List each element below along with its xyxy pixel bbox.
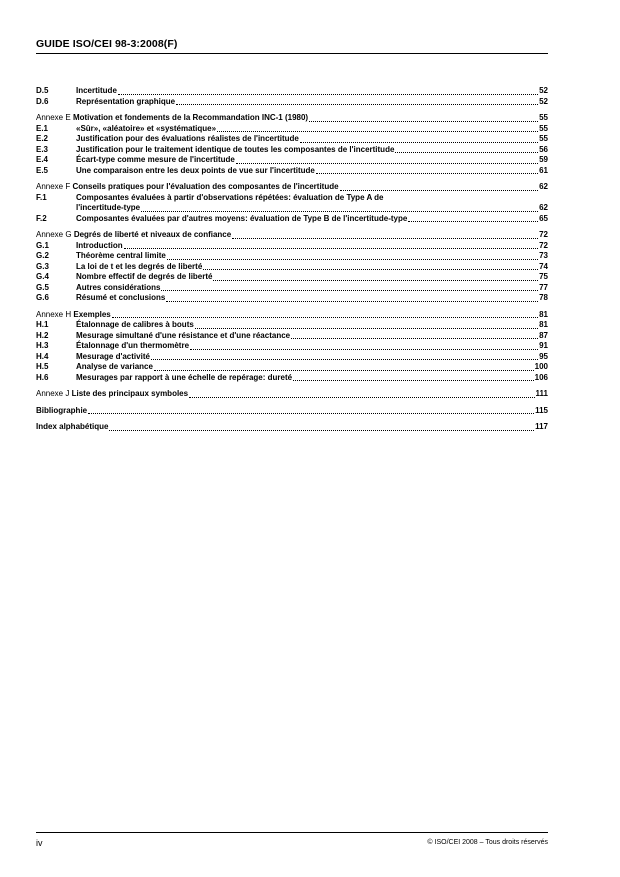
toc-section-entry[interactable] [36, 406, 548, 417]
toc-entry[interactable] [36, 145, 548, 156]
toc-annex-entry[interactable] [36, 113, 548, 124]
toc-section-title: Bibliographie [36, 405, 88, 415]
toc-annex-entry[interactable] [36, 310, 548, 321]
toc-entry-number: H.2 [36, 330, 49, 340]
toc-entry-number: G.1 [36, 240, 49, 250]
annex-title: Degrés de liberté et niveaux de confiance [73, 230, 232, 239]
leader-dots [151, 359, 538, 360]
toc-page-number: 81 [539, 309, 548, 319]
toc-entry[interactable] [36, 293, 548, 304]
toc-page-number: 55 [539, 134, 548, 143]
page-header [36, 38, 548, 50]
toc-entry[interactable] [36, 272, 548, 283]
toc-page-number: 106 [534, 372, 548, 382]
toc-entry-number: F.1 [36, 192, 47, 202]
toc-entry-number: E.5 [36, 165, 49, 175]
toc-section-title: Index alphabétique [36, 422, 109, 431]
toc-entry-title: Résumé et conclusions [76, 293, 166, 302]
toc-group [36, 230, 548, 304]
toc-annex-entry[interactable] [36, 230, 548, 241]
toc-section-entry[interactable] [36, 422, 548, 433]
leader-dots [395, 152, 538, 153]
toc-entry-title: Incertitude [76, 86, 117, 95]
toc-page-number: 77 [539, 282, 548, 292]
toc-entry-number: G.4 [36, 272, 49, 281]
leader-dots [236, 163, 538, 164]
toc-page-number: 55 [539, 113, 548, 122]
toc-entry-number: H.6 [36, 372, 49, 382]
toc-entry[interactable] [36, 320, 548, 331]
leader-dots [293, 380, 534, 381]
annex-prefix: Annexe J [36, 389, 70, 398]
toc-entry-number: E.4 [36, 155, 49, 164]
toc-page-number: 52 [539, 86, 548, 95]
toc-page-number: 117 [535, 422, 548, 431]
toc-annex-title [36, 113, 308, 124]
leader-dots [213, 280, 538, 281]
toc-entry-number: G.3 [36, 261, 49, 271]
leader-dots [195, 328, 538, 329]
toc-entry-title: Mesurages par rapport à une échelle de repérage: dureté [76, 372, 293, 382]
toc-page-number: 100 [534, 362, 548, 371]
toc-entry-title-cont: l'incertitude-type [76, 203, 141, 212]
toc-group [36, 113, 548, 176]
toc-group [36, 406, 548, 417]
leader-dots [124, 248, 538, 249]
toc-entry-number: H.5 [36, 362, 49, 371]
leader-dots [300, 142, 538, 143]
toc-entry-number: G.5 [36, 282, 49, 292]
leader-dots [217, 131, 538, 132]
toc-page-number: 59 [539, 155, 548, 164]
toc-page-number: 74 [539, 261, 548, 271]
toc-entry[interactable] [36, 352, 548, 363]
toc-annex-title [36, 230, 231, 241]
page-footer [36, 832, 548, 852]
toc-entry[interactable] [36, 373, 548, 384]
annex-prefix: Annexe E [36, 113, 71, 122]
toc-annex-title [36, 389, 188, 400]
leader-dots [190, 349, 538, 350]
toc-entry-number: G.6 [36, 293, 49, 302]
toc-page-number: 72 [539, 230, 548, 239]
leader-dots [88, 413, 534, 414]
toc-page-number: 65 [539, 213, 548, 223]
toc-entry-title: Nombre effectif de degrés de liberté [76, 272, 213, 281]
toc-entry-title: Représentation graphique [76, 96, 176, 106]
leader-dots [118, 94, 538, 95]
toc-entry[interactable] [36, 193, 548, 204]
leader-dots [176, 104, 538, 105]
leader-dots [316, 173, 538, 174]
table-of-contents [36, 86, 548, 439]
document-title: GUIDE ISO/CEI 98-3:2008(F) [36, 38, 178, 50]
toc-entry-title: «Sûr», «aléatoire» et «systématique» [76, 123, 217, 133]
toc-page-number: 115 [535, 405, 548, 415]
toc-entry-number: D.6 [36, 96, 49, 106]
leader-dots [340, 190, 539, 191]
toc-entry-title: Mesurage d'activité [76, 351, 150, 361]
leader-dots [109, 430, 534, 431]
toc-entry-title: Composantes évaluées à partir d'observations répétées: évaluation de Type A de [76, 192, 384, 202]
toc-entry[interactable] [36, 124, 548, 135]
toc-entry-title: La loi de t et les degrés de liberté [76, 261, 203, 271]
toc-entry-title: Étalonnage de calibres à bouts [76, 320, 194, 329]
toc-entry[interactable] [36, 331, 548, 342]
leader-dots [408, 221, 538, 222]
toc-entry-title: Analyse de variance [76, 362, 153, 371]
leader-dots [112, 317, 538, 318]
toc-entry-number: E.2 [36, 134, 49, 143]
annex-title: Motivation et fondements de la Recommandation INC-1 (1980) [72, 113, 309, 122]
toc-group [36, 422, 548, 433]
toc-entry-number: H.4 [36, 351, 49, 361]
toc-group [36, 389, 548, 400]
page-number: iv [36, 838, 43, 848]
toc-entry-title: Écart-type comme mesure de l'incertitude [76, 155, 235, 164]
toc-page-number: 52 [539, 96, 548, 106]
leader-dots [161, 290, 538, 291]
leader-dots [167, 259, 538, 260]
annex-prefix: Annexe G [36, 230, 72, 239]
toc-group [36, 182, 548, 224]
leader-dots [232, 238, 538, 239]
toc-group [36, 86, 548, 107]
toc-entry[interactable] [36, 166, 548, 177]
toc-entry[interactable] [36, 86, 548, 97]
annex-title: Liste des principaux symboles [71, 389, 189, 398]
leader-dots [166, 301, 538, 302]
toc-annex-title [36, 310, 111, 321]
toc-entry-title: Mesurage simultané d'une résistance et d'une réactance [76, 330, 291, 340]
toc-page-number: 72 [539, 240, 548, 250]
toc-entry[interactable] [36, 341, 548, 352]
toc-page-number: 56 [539, 144, 548, 154]
toc-entry-title: Introduction [76, 240, 123, 250]
annex-prefix: Annexe H [36, 309, 72, 319]
toc-entry-continuation[interactable] [36, 203, 548, 214]
toc-page-number: 81 [539, 320, 548, 329]
toc-entry-number: F.2 [36, 213, 47, 223]
toc-page-number: 73 [539, 251, 548, 260]
leader-dots [154, 370, 534, 371]
leader-dots [309, 121, 538, 122]
toc-page-number: 62 [539, 203, 548, 212]
toc-entry-title: Justification pour des évaluations réalistes de l'incertitude [76, 134, 299, 143]
annex-title: Exemples [73, 309, 111, 319]
toc-entry-title: Étalonnage d'un thermomètre [76, 341, 190, 350]
toc-entry[interactable] [36, 362, 548, 373]
toc-entry-title: Justification pour le traitement identique de toutes les composantes de l'incertitude [76, 144, 395, 154]
toc-page-number: 61 [539, 165, 548, 175]
toc-entry-title: Composantes évaluées par d'autres moyens: évaluation de Type B de l'incertitude-type [76, 213, 408, 223]
toc-annex-title [36, 182, 339, 193]
footer-rule [36, 832, 548, 833]
toc-entry[interactable] [36, 214, 548, 225]
annex-prefix: Annexe F [36, 182, 71, 191]
toc-entry[interactable] [36, 97, 548, 108]
toc-entry[interactable] [36, 241, 548, 252]
toc-entry[interactable] [36, 134, 548, 145]
copyright-notice: © ISO/CEI 2008 – Tous droits réservés [427, 839, 548, 846]
toc-page-number: 62 [539, 182, 548, 191]
toc-group [36, 310, 548, 384]
toc-entry-number: H.1 [36, 320, 49, 329]
toc-page-number: 78 [539, 293, 548, 302]
leader-dots [203, 269, 538, 270]
toc-entry-number: E.1 [36, 123, 49, 133]
toc-entry-number: H.3 [36, 341, 49, 350]
leader-dots [291, 338, 538, 339]
toc-page-number: 95 [539, 351, 548, 361]
header-rule [36, 53, 548, 54]
toc-entry-title: Théorème central limite [76, 251, 166, 260]
toc-page-number: 75 [539, 272, 548, 281]
toc-annex-entry[interactable] [36, 389, 548, 400]
toc-page-number: 111 [535, 389, 548, 398]
leader-dots [141, 211, 538, 212]
toc-entry[interactable] [36, 283, 548, 294]
toc-page-number: 87 [539, 330, 548, 340]
toc-annex-entry[interactable] [36, 182, 548, 193]
toc-entry-number: D.5 [36, 86, 49, 95]
toc-entry-number: E.3 [36, 144, 49, 154]
toc-entry-title: Une comparaison entre les deux points de vue sur l'incertitude [76, 165, 315, 175]
toc-page-number: 55 [539, 123, 548, 133]
toc-entry[interactable] [36, 262, 548, 273]
toc-entry-title: Autres considérations [76, 282, 161, 292]
annex-title: Conseils pratiques pour l'évaluation des composantes de l'incertitude [72, 182, 339, 191]
toc-entry[interactable] [36, 155, 548, 166]
toc-entry[interactable] [36, 251, 548, 262]
leader-dots [189, 397, 534, 398]
toc-page-number: 91 [539, 341, 548, 350]
toc-entry-number: G.2 [36, 251, 49, 260]
